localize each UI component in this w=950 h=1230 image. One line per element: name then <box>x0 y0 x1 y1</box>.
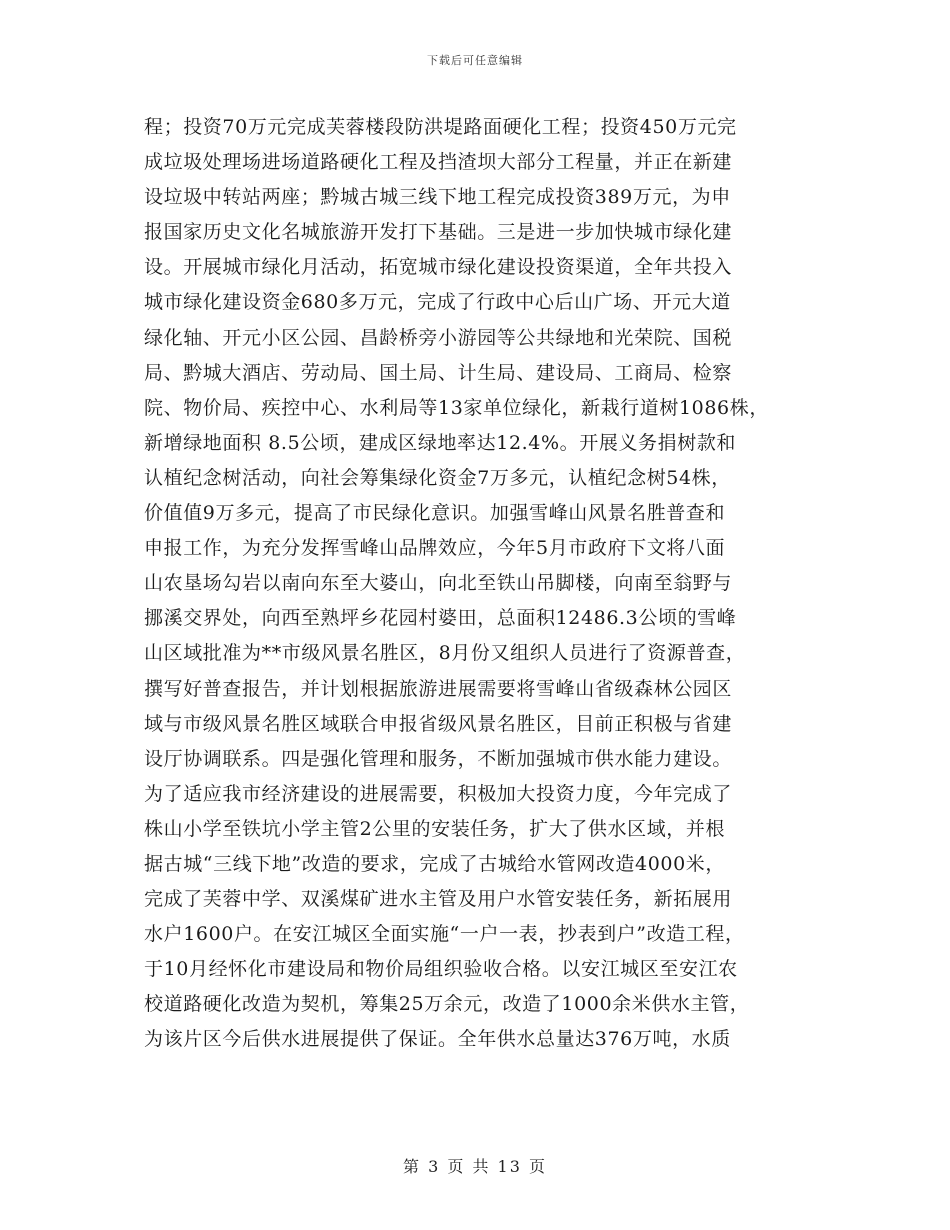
body-line: 程；投资70万元完成芙蓉楼段防洪堤路面硬化工程；投资450万元完 <box>144 116 737 138</box>
body-line: 认植纪念树活动，向社会筹集绿化资金7万多元，认植纪念树54株， <box>144 466 731 489</box>
body-line: 校道路硬化改造为契机，筹集25万余元，改造了1000余米供水主管， <box>144 993 750 1016</box>
body-line: 报国家历史文化名城旅游开发打下基础。三是进一步加快城市绿化建 <box>144 221 733 244</box>
body-line: 设厅协调联系。四是强化管理和服务，不断加强城市供水能力建设。 <box>144 747 733 770</box>
document-body <box>144 110 834 1058</box>
body-line: 株山小学至铁坑小学主管2公里的安装任务，扩大了供水区域，并根 <box>144 817 726 840</box>
body-line: 新增绿地面积 8.5公顷，建成区绿地率达12.4%。开展义务捐树款和 <box>144 431 737 454</box>
body-line: 水户1600户。在安江城区全面实施“一户一表，抄表到户”改造工程， <box>144 923 745 946</box>
body-line: 院、物价局、疾控中心、水利局等13家单位绿化，新栽行道树1086株， <box>144 396 769 419</box>
body-line: 据古城“三线下地”改造的要求，完成了古城给水管网改造4000米， <box>144 852 725 875</box>
body-line: 设。开展城市绿化月活动，拓宽城市绿化建设投资渠道，全年共投入 <box>144 256 733 279</box>
body-line: 山区域批准为**市级风景名胜区，8月份又组织人员进行了资源普查， <box>144 642 746 665</box>
body-line: 撰写好普查报告，并计划根据旅游进展需要将雪峰山省级森林公园区 <box>144 677 733 700</box>
body-line: 于10月经怀化市建设局和物价局组织验收合格。以安江城区至安江农 <box>144 958 738 981</box>
body-line: 挪溪交界处，向西至熟坪乡花园村婆田，总面积12486.3公顷的雪峰 <box>144 607 737 630</box>
body-line: 绿化轴、开元小区公园、昌龄桥旁小游园等公共绿地和光荣院、国税 <box>144 326 733 349</box>
page-number-footer: 第 3 页 共 13 页 <box>403 1157 547 1176</box>
body-line: 成垃圾处理场进场道路硬化工程及挡渣坝大部分工程量，并正在新建 <box>144 151 733 174</box>
body-line: 城市绿化建设资金680多万元，完成了行政中心后山广场、开元大道 <box>144 291 731 314</box>
body-line: 申报工作，为充分发挥雪峰山品牌效应，今年5月市政府下文将八面 <box>144 537 726 560</box>
page-header-note: 下载后可任意编辑 <box>427 54 523 67</box>
body-line: 设垃圾中转站两座；黔城古城三线下地工程完成投资389万元，为申 <box>144 186 731 209</box>
body-line: 为了适应我市经济建设的进展需要，积极加大投资力度，今年完成了 <box>144 782 733 805</box>
body-line: 山农垦场勾岩以南向东至大婆山，向北至铁山吊脚楼，向南至翁野与 <box>144 572 733 595</box>
body-line: 为该片区今后供水进展提供了保证。全年供水总量达376万吨，水质 <box>144 1028 731 1051</box>
body-line: 局、黔城大酒店、劳动局、国土局、计生局、建设局、工商局、检察 <box>144 361 733 384</box>
body-line: 域与市级风景名胜区域联合申报省级风景名胜区，目前正积极与省建 <box>144 712 733 735</box>
body-line: 价值值9万多元，提高了市民绿化意识。加强雪峰山风景名胜普查和 <box>144 502 726 525</box>
body-line: 完成了芙蓉中学、双溪煤矿进水主管及用户水管安装任务，新拓展用 <box>144 888 733 911</box>
